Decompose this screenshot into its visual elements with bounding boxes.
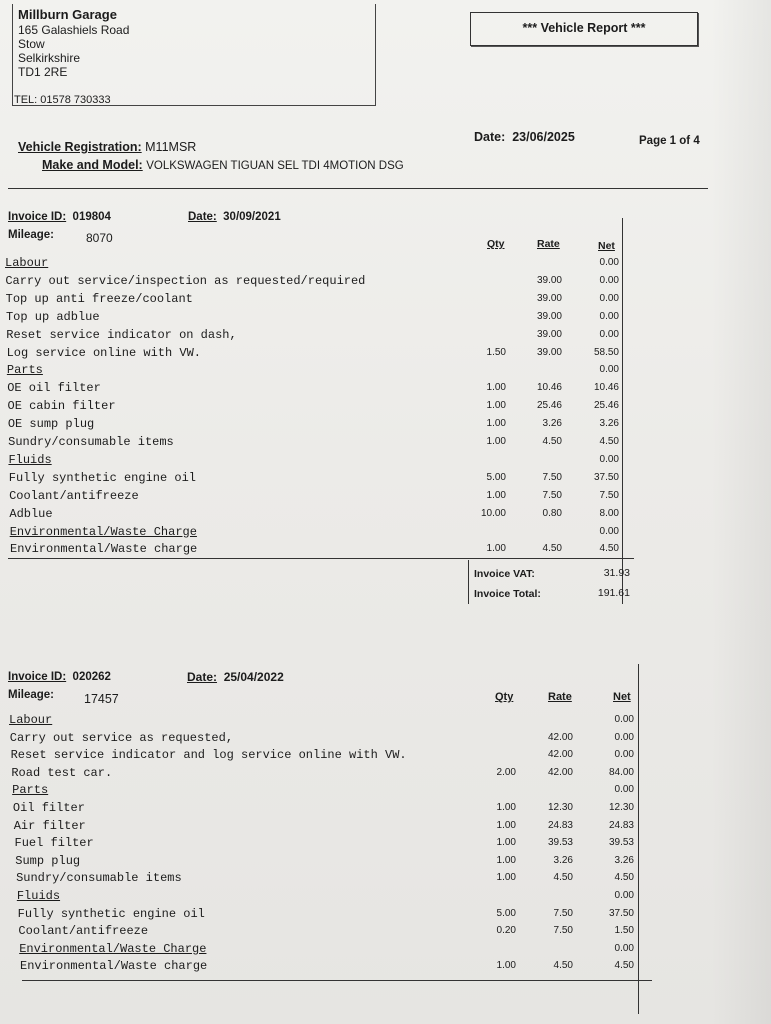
- line-item-net: 0.00: [599, 310, 619, 322]
- line-item-net: 4.50: [614, 960, 634, 972]
- line-item-net: 7.50: [599, 489, 619, 501]
- column-header-qty: Qty: [495, 691, 514, 703]
- line-item-qty: 5.00: [486, 471, 506, 483]
- line-item-description: Coolant/antifreeze: [18, 924, 149, 939]
- page-shadow: [711, 0, 771, 1024]
- line-item-rate: 3.26: [542, 418, 562, 430]
- column-divider: [638, 664, 639, 1014]
- line-item-net: 0.00: [614, 784, 634, 796]
- invoice-total-label: Invoice Total:: [474, 588, 541, 600]
- line-item-description: Reset service indicator on dash,: [6, 327, 237, 342]
- line-item-net: 0.00: [599, 292, 619, 304]
- line-item-description: Fuel filter: [14, 836, 94, 851]
- line-item-rate: 7.50: [553, 925, 573, 937]
- line-item-description: Sump plug: [15, 853, 81, 868]
- line-item-rate: 42.00: [547, 766, 573, 778]
- column-divider: [622, 218, 623, 604]
- report-title: *** Vehicle Report ***: [522, 21, 646, 35]
- line-item-rate: 39.00: [536, 346, 562, 358]
- line-item-net: 37.50: [608, 907, 634, 919]
- line-item-rate: 39.00: [536, 328, 562, 340]
- line-item-description: Sundry/consumable items: [16, 871, 182, 886]
- line-item-description: Coolant/antifreeze: [9, 488, 139, 503]
- line-item-net: 0.00: [599, 525, 619, 537]
- line-item-net: 0.00: [599, 328, 619, 340]
- invoice-mileage: 17457: [84, 692, 119, 706]
- line-item-description: Oil filter: [12, 801, 85, 815]
- line-item-net: 0.00: [599, 274, 619, 286]
- line-item-qty: 0.20: [496, 925, 516, 937]
- line-item-rate: 4.50: [553, 872, 573, 884]
- line-item-qty: 1.00: [486, 489, 506, 501]
- invoice-vat: 31.93: [603, 567, 630, 579]
- line-item-description: Carry out service/inspection as requested/required: [5, 273, 366, 288]
- line-item-net: 3.26: [614, 854, 634, 866]
- invoice-mileage-label: Mileage:: [8, 689, 55, 701]
- line-item-rate: 39.00: [536, 310, 562, 322]
- invoice-mileage-label: Mileage:: [8, 229, 55, 241]
- line-item-qty: 1.00: [486, 436, 506, 447]
- line-item-qty: 1.00: [496, 837, 516, 849]
- line-item-net: 0.00: [599, 453, 619, 465]
- line-item-qty: 1.00: [496, 960, 516, 972]
- report-date: Date: 23/06/2025: [474, 130, 575, 144]
- line-item-qty: 1.00: [496, 819, 516, 831]
- line-item-qty: 1.00: [486, 400, 506, 412]
- line-item-rate: 7.50: [553, 907, 573, 919]
- line-item-qty: 1.00: [486, 543, 506, 555]
- line-item-net: 10.46: [593, 382, 619, 394]
- section-heading: Environmental/Waste Charge: [9, 524, 197, 539]
- line-item-qty: 2.00: [496, 766, 516, 778]
- line-item-net: 4.50: [614, 872, 634, 884]
- invoice-date: Date: 25/04/2022: [187, 670, 284, 684]
- line-item-description: Fully synthetic engine oil: [8, 470, 196, 485]
- line-item-rate: 39.00: [536, 274, 562, 286]
- line-item-rate: 10.46: [536, 382, 562, 394]
- totals-divider: [468, 560, 469, 604]
- line-item-description: Sundry/consumable items: [8, 435, 174, 449]
- line-item-description: Air filter: [13, 818, 86, 833]
- line-item-qty: 1.00: [486, 418, 506, 430]
- invoice-date: Date: 30/09/2021: [188, 211, 281, 223]
- line-item-qty: 1.00: [486, 382, 506, 394]
- page-number: Page 1 of 4: [639, 135, 700, 147]
- section-heading: Fluids: [16, 889, 61, 903]
- line-item-net: 0.00: [599, 364, 619, 376]
- invoice-mileage: 8070: [86, 231, 113, 245]
- line-item-rate: 4.50: [542, 543, 562, 555]
- line-item-qty: 1.00: [496, 854, 516, 866]
- line-item-rate: 39.53: [547, 837, 573, 849]
- header-divider: [8, 188, 708, 189]
- line-item-description: OE sump plug: [7, 417, 95, 432]
- invoice-divider: [22, 980, 652, 981]
- line-item-net: 0.00: [614, 749, 634, 761]
- invoice-divider: [8, 558, 634, 559]
- line-item-net: 84.00: [608, 766, 634, 778]
- line-item-net: 0.00: [614, 714, 634, 725]
- line-item-description: Carry out service as requested,: [9, 730, 234, 745]
- line-item-description: OE cabin filter: [7, 399, 116, 414]
- line-item-description: Top up adblue: [5, 309, 100, 324]
- garage-tel: TEL: 01578 730333: [14, 94, 111, 106]
- address-line: 165 Galashiels Road: [18, 23, 130, 37]
- line-item-rate: 4.50: [553, 960, 573, 972]
- line-item-net: 4.50: [599, 543, 619, 555]
- column-header-rate: Rate: [548, 691, 572, 703]
- line-item-qty: 1.00: [496, 872, 516, 884]
- line-item-description: OE oil filter: [7, 381, 101, 396]
- line-item-description: Top up anti freeze/coolant: [5, 291, 193, 306]
- line-item-qty: 10.00: [480, 507, 506, 519]
- line-item-net: 1.50: [614, 925, 634, 937]
- invoice-id: Invoice ID: 020262: [8, 671, 111, 683]
- line-item-rate: 7.50: [542, 489, 562, 501]
- line-item-net: 8.00: [599, 507, 619, 519]
- section-heading: Parts: [6, 363, 43, 378]
- line-item-net: 4.50: [599, 436, 619, 447]
- line-item-description: Adblue: [9, 506, 53, 521]
- line-item-net: 25.46: [593, 400, 619, 412]
- line-item-net: 0.00: [614, 731, 634, 743]
- section-heading: Labour: [9, 713, 53, 727]
- column-header-rate: Rate: [537, 238, 560, 250]
- line-item-description: Reset service indicator and log service online with VW.: [10, 748, 407, 763]
- line-item-description: Fully synthetic engine oil: [17, 906, 205, 921]
- address-line: Selkirkshire: [18, 51, 81, 65]
- section-heading: Parts: [12, 783, 49, 798]
- line-item-rate: 39.00: [536, 292, 562, 304]
- invoice-id: Invoice ID: 019804: [8, 211, 111, 223]
- line-item-qty: 1.00: [496, 802, 516, 813]
- line-item-description: Environmental/Waste charge: [20, 959, 208, 974]
- garage-name: Millburn Garage: [18, 7, 117, 22]
- section-heading: Fluids: [8, 452, 52, 467]
- line-item-qty: 1.50: [486, 346, 506, 358]
- column-header-qty: Qty: [487, 238, 505, 250]
- line-item-rate: 24.83: [547, 819, 573, 831]
- line-item-qty: 5.00: [496, 907, 516, 919]
- line-item-description: Road test car.: [11, 765, 113, 780]
- vehicle-registration: Vehicle Registration: M11MSR: [18, 140, 197, 154]
- line-item-rate: 7.50: [542, 471, 562, 483]
- line-item-rate: 42.00: [547, 749, 573, 761]
- section-heading: Labour: [5, 256, 49, 270]
- line-item-rate: 12.30: [547, 802, 573, 813]
- line-item-net: 39.53: [608, 837, 634, 849]
- section-heading: Environmental/Waste Charge: [19, 941, 207, 956]
- line-item-rate: 25.46: [536, 400, 562, 412]
- invoice-total: 191.61: [597, 587, 630, 599]
- line-item-description: Log service online with VW.: [6, 345, 201, 360]
- line-item-net: 24.83: [608, 819, 634, 831]
- line-item-rate: 4.50: [542, 436, 562, 447]
- column-header-net: Net: [613, 691, 631, 703]
- line-item-rate: 0.80: [542, 507, 562, 519]
- line-item-net: 0.00: [614, 942, 634, 954]
- line-item-net: 0.00: [599, 257, 619, 268]
- address-line: Stow: [18, 37, 45, 51]
- line-item-net: 58.50: [593, 346, 619, 358]
- address-line: TD1 2RE: [18, 65, 68, 79]
- line-item-net: 3.26: [599, 418, 619, 430]
- line-item-net: 12.30: [608, 802, 634, 813]
- line-item-net: 0.00: [614, 890, 634, 901]
- line-item-net: 37.50: [593, 471, 619, 483]
- invoice-vat-label: Invoice VAT:: [474, 568, 535, 580]
- line-item-description: Environmental/Waste charge: [10, 542, 198, 557]
- column-header-net: Net: [598, 240, 615, 252]
- vehicle-make-model: Make and Model: VOLKSWAGEN TIGUAN SEL TDI 4MOTION DSG: [42, 158, 404, 172]
- line-item-rate: 3.26: [553, 854, 573, 866]
- line-item-rate: 42.00: [547, 731, 573, 743]
